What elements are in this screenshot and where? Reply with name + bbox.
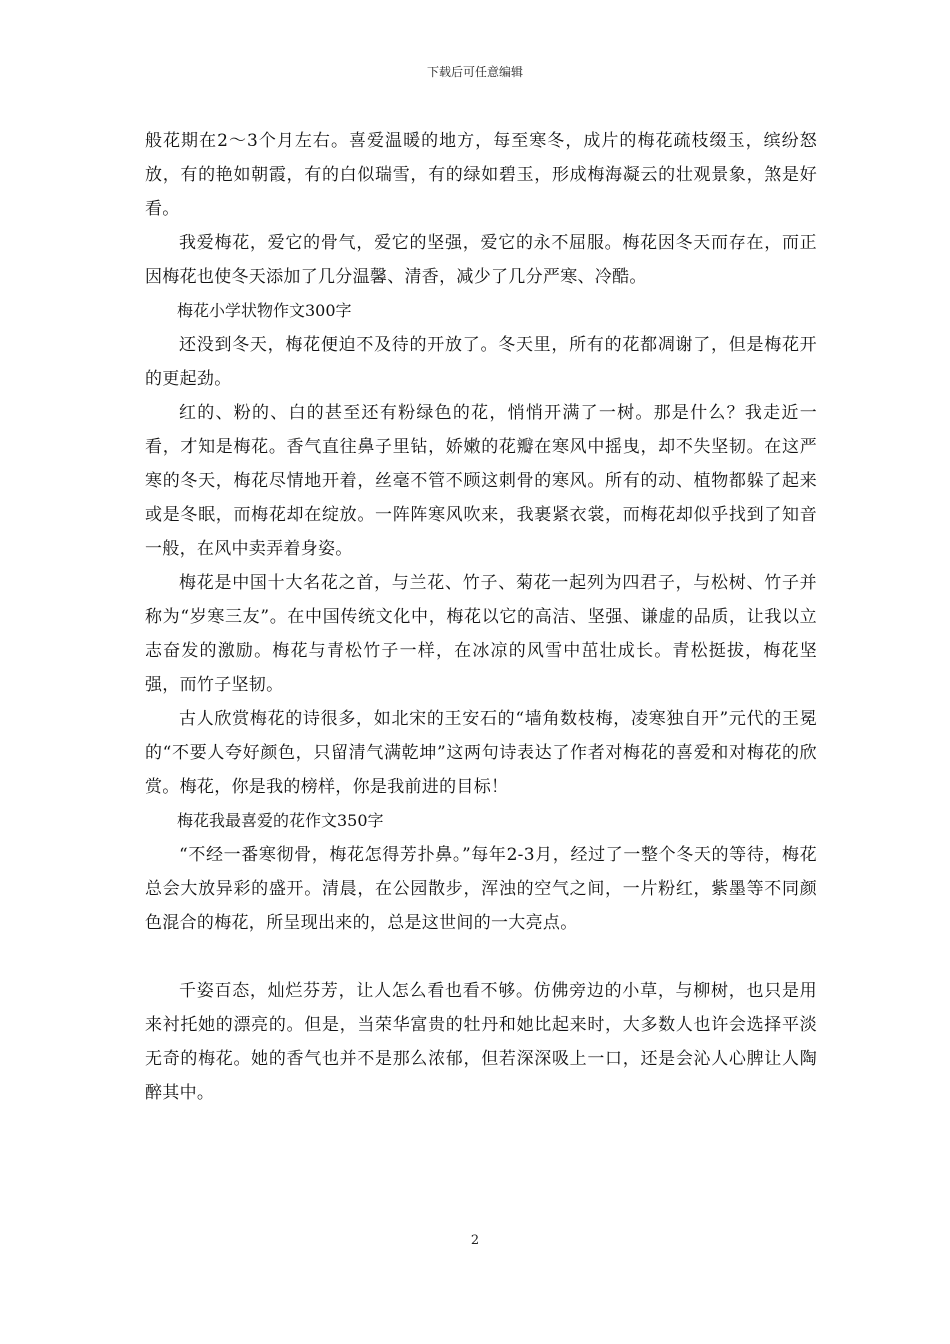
essay-title-2: 梅花我最喜爱的花作文350字 — [177, 811, 384, 830]
paragraph-5: 梅花是中国十大名花之首，与兰花、竹子、菊花一起列为四君子，与松树、竹子并称为“岁寒三友”。在中国传统文化中，梅花以它的高洁、坚强、谦虚的品质，让我以立志奋发的激励。梅花与青松竹子一样，在冰凉的风雪中茁壮成长。青松挺拔，梅花坚强，而竹子坚韧。 — [145, 573, 817, 695]
paragraph-1: 般花期在2～3个月左右。喜爱温暖的地方，每至寒冬，成片的梅花疏枝缀玉，缤纷怒放，有的艳如朝霞，有的白似瑞雪，有的绿如碧玉，形成梅海凝云的壮观景象，煞是好看。 — [145, 131, 817, 219]
paragraph-3: 还没到冬天，梅花便迫不及待的开放了。冬天里，所有的花都凋谢了，但是梅花开的更起劲。 — [145, 335, 817, 389]
paragraph-8: 千姿百态，灿烂芬芳，让人怎么看也看不够。仿佛旁边的小草，与柳树，也只是用来衬托她的漂亮的。但是，当荣华富贵的牡丹和她比起来时，大多数人也许会选择平淡无奇的梅花。她的香气也并不是那么浓郁，但若深深吸上一口，还是会沁人心脾让人陶醉其中。 — [145, 981, 817, 1103]
essay-title-1: 梅花小学状物作文300字 — [177, 301, 352, 320]
paragraph-4: 红的、粉的、白的甚至还有粉绿色的花，悄悄开满了一树。那是什么？我走近一看，才知是梅花。香气直往鼻子里钻，娇嫩的花瓣在寒风中摇曳，却不失坚韧。在这严寒的冬天，梅花尽情地开着，丝毫不管不顾这刺骨的寒风。所有的动、植物都躲了起来或是冬眠，而梅花却在绽放。一阵阵寒风吹来，我裹紧衣裳，而梅花却似乎找到了知音一般，在风中卖弄着身姿。 — [145, 403, 817, 559]
page-header: 下载后可任意编辑 — [426, 65, 523, 79]
paragraph-2: 我爱梅花，爱它的骨气，爱它的坚强，爱它的永不屈服。梅花因冬天而存在，而正因梅花也使冬天添加了几分温馨、清香，减少了几分严寒、冷酷。 — [145, 233, 817, 287]
page-number: 2 — [470, 1233, 480, 1248]
blank-line — [145, 940, 817, 974]
document-body — [145, 124, 817, 1110]
paragraph-6: 古人欣赏梅花的诗很多，如北宋的王安石的“墙角数枝梅，凌寒独自开”元代的王冕的“不要人夸好颜色，只留清气满乾坤”这两句诗表达了作者对梅花的喜爱和对梅花的欣赏。梅花，你是我的榜样，你是我前进的目标！ — [145, 709, 817, 797]
paragraph-7: “不经一番寒彻骨，梅花怎得芳扑鼻。”每年2-3月，经过了一整个冬天的等待，梅花总会大放异彩的盛开。清晨，在公园散步，浑浊的空气之间，一片粉红，紫墨等不同颜色混合的梅花，所呈现出来的，总是这世间的一大亮点。 — [145, 845, 817, 933]
